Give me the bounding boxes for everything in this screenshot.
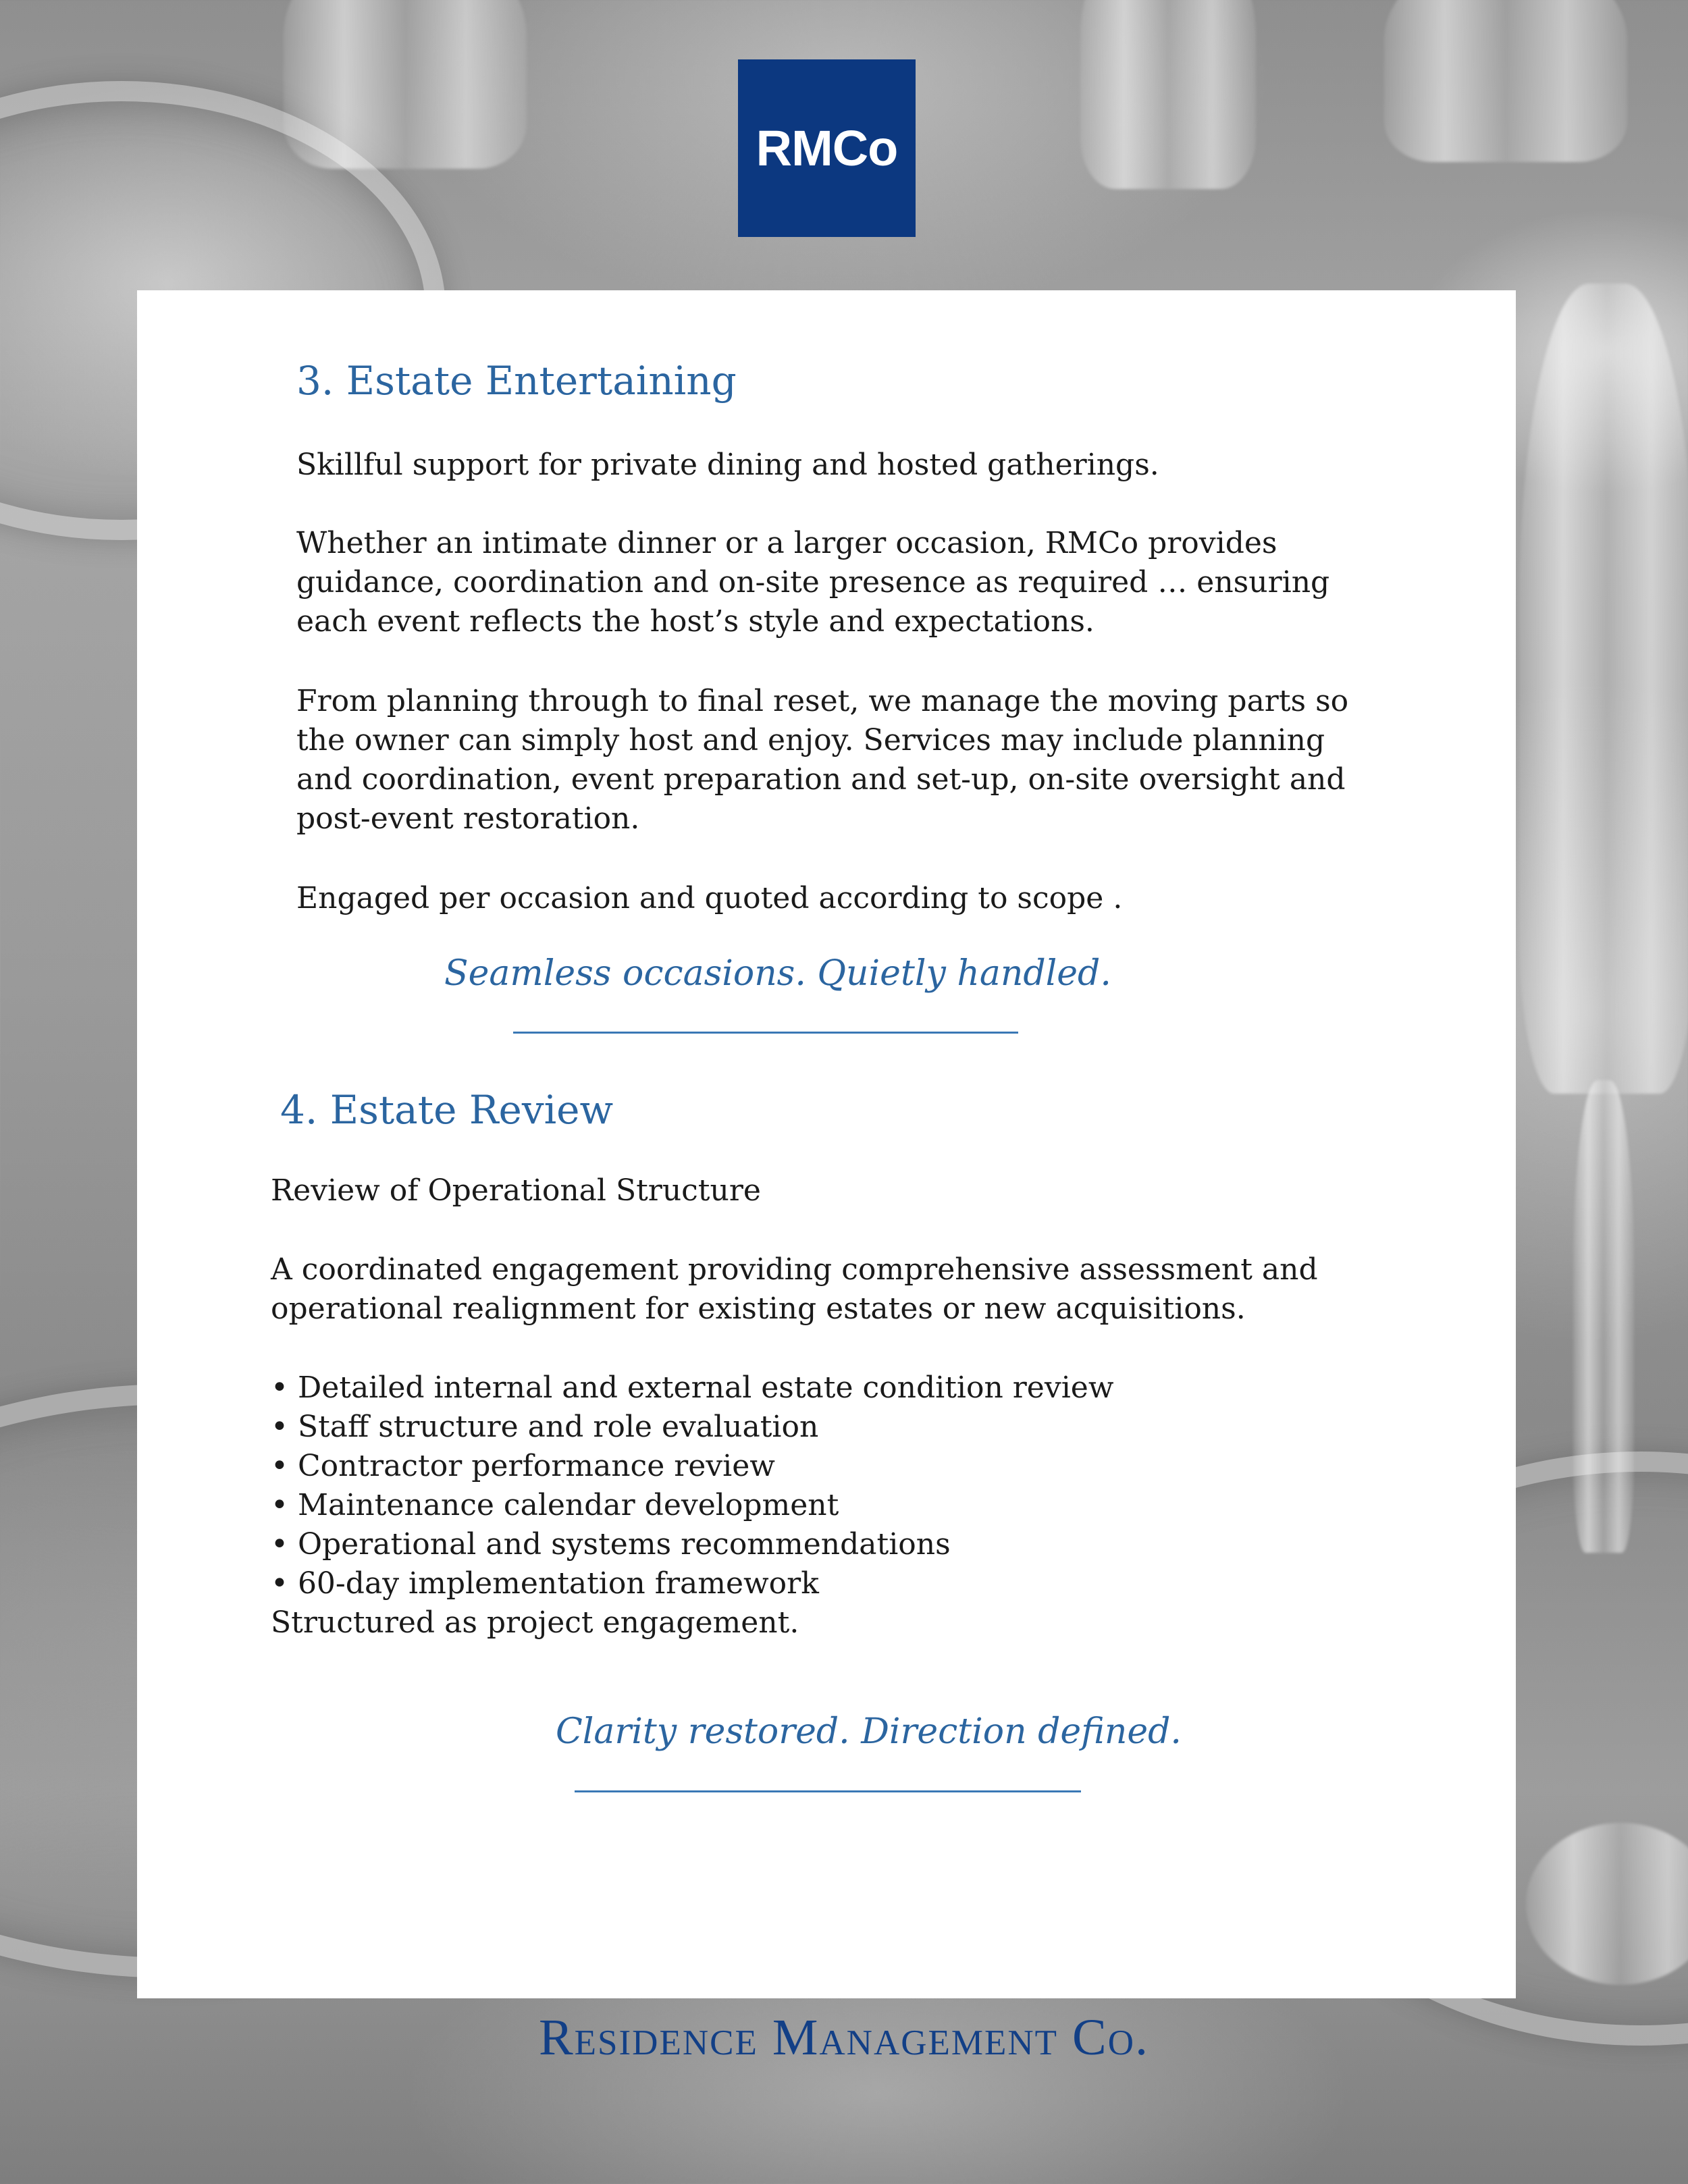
text-line: operational realignment for existing estates or new acquisitions. — [271, 1291, 1246, 1326]
text-line: and coordination, event preparation and set-up, on-site oversight and — [296, 762, 1346, 797]
list-item: • 60-day implementation framework — [271, 1566, 819, 1601]
section-4-divider — [575, 1790, 1081, 1792]
section-3-paragraph-3: Engaged per occasion and quoted according to scope . — [296, 881, 1123, 915]
section-3-heading: 3. Estate Entertaining — [296, 358, 737, 404]
section-4-closing: Structured as project engagement. — [271, 1605, 799, 1640]
rmco-logo — [738, 59, 916, 237]
text-line: guidance, coordination and on-site presence as required … ensuring — [296, 565, 1330, 600]
text-line: A coordinated engagement providing comprehensive assessment and — [271, 1252, 1318, 1287]
text-line: each event reflects the host’s style and expectations. — [296, 604, 1094, 639]
section-4-subheading: Review of Operational Structure — [271, 1173, 761, 1208]
section-3-tagline: Seamless occasions. Quietly handled. — [444, 953, 1111, 994]
text-line: the owner can simply host and enjoy. Services may include planning — [296, 723, 1325, 757]
logo-text: RMCo — [756, 120, 898, 176]
list-item: • Maintenance calendar development — [271, 1488, 839, 1522]
section-4-heading: 4. Estate Review — [280, 1087, 614, 1133]
list-item: • Operational and systems recommendations — [271, 1527, 951, 1562]
content-card — [137, 290, 1516, 1998]
text-line: post-event restoration. — [296, 801, 640, 836]
list-item: • Contractor performance review — [271, 1449, 775, 1483]
footer-company-name: Residence Management Co. — [538, 2009, 1149, 2066]
section-4-tagline: Clarity restored. Direction defined. — [556, 1711, 1182, 1752]
text-line: From planning through to final reset, we manage the moving parts so — [296, 684, 1349, 718]
text-line: Whether an intimate dinner or a larger occasion, RMCo provides — [296, 526, 1277, 560]
list-item: • Staff structure and role evaluation — [271, 1410, 819, 1444]
list-item: • Detailed internal and external estate condition review — [271, 1370, 1114, 1405]
section-3-divider — [513, 1032, 1018, 1034]
section-3-intro: Skillful support for private dining and hosted gatherings. — [296, 448, 1159, 482]
